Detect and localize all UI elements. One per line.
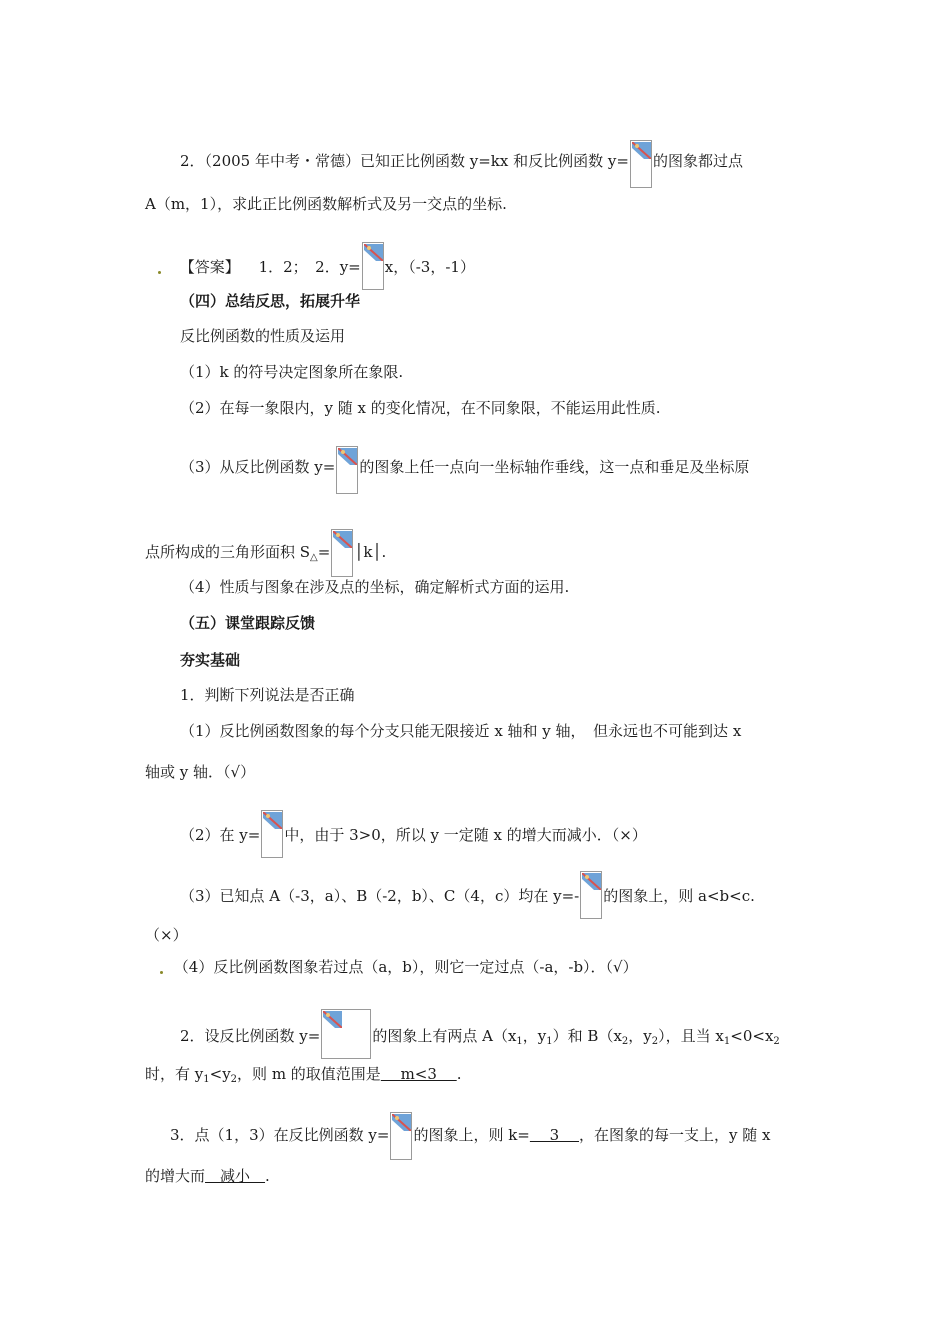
- q2-line2: A（m，1），求此正比例函数解析式及另一交点的坐标.: [145, 195, 507, 213]
- broken-image-icon: [390, 1112, 412, 1160]
- q2-text-before: 2．（2005 年中考・常德）已知正比例函数 y=kx 和反比例函数 y=: [180, 152, 629, 170]
- q2-line1: [180, 140, 743, 188]
- q3-l2a: 的增大而: [145, 1167, 206, 1185]
- section5-heading: （五）课堂跟踪反馈: [180, 614, 316, 632]
- answer-blank-k: 3: [529, 1126, 579, 1144]
- q2b-l2c: ，则 m 的取值范围是: [237, 1065, 381, 1083]
- mark-dot: [158, 271, 161, 274]
- section4-heading: （四）总结反思，拓展升华: [180, 292, 361, 310]
- q2-text-after: 的图象都过点: [652, 152, 743, 170]
- p3-line2-before: 点所构成的三角形面积 S: [145, 543, 311, 561]
- broken-image-icon: [362, 242, 384, 290]
- q2b-c5: <0<x: [730, 1027, 774, 1045]
- sub-4: 2: [651, 1036, 659, 1047]
- answer-blank-m: m<3: [380, 1065, 457, 1083]
- q2b-c4: ），且当 x: [658, 1027, 724, 1045]
- s5-q1: 1．判断下列说法是否正确: [180, 686, 355, 704]
- q3-l2end: .: [265, 1167, 270, 1185]
- q2b-c1: ，y: [522, 1027, 547, 1045]
- section4-p3-line1: [180, 446, 749, 494]
- s5-q1-1-line1: （1）反比例函数图象的每个分支只能无限接近 x 轴和 y 轴， 但永远也不可能到达 x: [180, 722, 742, 740]
- section5-subheading: 夯实基础: [180, 651, 241, 669]
- s5-q1-1-line2: 轴或 y 轴．（√）: [145, 763, 256, 781]
- q2b-before: 2．设反比例函数 y=: [180, 1027, 321, 1045]
- q1-3-after: 的图象上，则 a<b<c.: [603, 887, 755, 905]
- sub-5: 1: [723, 1036, 731, 1047]
- q2b-mid: 的图象上有两点 A（x: [372, 1027, 517, 1045]
- section4-p2: （2）在每一象限内，y 随 x 的变化情况，在不同象限，不能运用此性质.: [180, 399, 661, 417]
- q3-mid: 的图象上，则 k=: [413, 1126, 530, 1144]
- broken-image-icon: [331, 529, 353, 577]
- sub-2: 1: [546, 1036, 553, 1047]
- s5-q1-3-line2: （×）: [145, 926, 188, 944]
- section4-p3-line2: [145, 529, 386, 577]
- p3-before: （3）从反比例函数 y=: [180, 458, 336, 476]
- q1-3-before: （3）已知点 A（-3，a）、B（-2，b）、C（4，c）均在 y=-: [180, 887, 580, 905]
- p3-equals: =: [317, 543, 331, 561]
- broken-image-icon: [580, 871, 602, 919]
- s5-q3-line1: [170, 1112, 770, 1160]
- broken-image-icon: [321, 1009, 371, 1059]
- s5-q3-line2: [145, 1166, 270, 1186]
- sub-3: 2: [621, 1036, 629, 1047]
- q2b-c3: ，y: [628, 1027, 652, 1045]
- broken-image-icon: [336, 446, 358, 494]
- answer-text2: x，（-3，-1）: [384, 258, 475, 276]
- q2b-l2a: 时，有 y: [145, 1065, 204, 1083]
- answer-line: [158, 242, 475, 290]
- q1-4-text: （4）反比例函数图象若过点（a，b），则它一定过点（-a，-b）．（√）: [173, 958, 638, 976]
- answer-label: 【答案】: [179, 258, 240, 276]
- s5-q1-3-line1: [180, 871, 755, 919]
- sub-6: 2: [773, 1036, 780, 1047]
- sub-y2: 2: [230, 1074, 238, 1085]
- q3-after: ，在图象的每一支上，y 随 x: [578, 1126, 771, 1144]
- s5-q1-4: [160, 957, 638, 977]
- answer-text1: 1．2； 2．y=: [258, 258, 361, 276]
- s5-q2-line1: [180, 1009, 780, 1059]
- section4-intro: 反比例函数的性质及运用: [180, 327, 346, 345]
- q3-before: 3．点（1，3）在反比例函数 y=: [170, 1126, 390, 1144]
- s5-q1-2: [180, 810, 647, 858]
- triangle-subscript: △: [310, 552, 318, 563]
- section4-p1: （1）k 的符号决定图象所在象限.: [180, 363, 404, 381]
- broken-image-icon: [261, 810, 283, 858]
- sub-y1: 1: [203, 1074, 210, 1085]
- answer-blank-decrease: 减小: [205, 1167, 266, 1185]
- q2b-c2: ）和 B（x: [552, 1027, 622, 1045]
- q2b-end: .: [456, 1065, 462, 1083]
- q1-2-after: 中，由于 3>0，所以 y 一定随 x 的增大而减小．（×）: [284, 826, 647, 844]
- p3-after: 的图象上任一点向一坐标轴作垂线，这一点和垂足及坐标原: [359, 458, 750, 476]
- broken-image-icon: [630, 140, 652, 188]
- mark-dot: [160, 971, 163, 974]
- q1-2-before: （2）在 y=: [180, 826, 261, 844]
- section4-p4: （4）性质与图象在涉及点的坐标，确定解析式方面的运用.: [180, 578, 570, 596]
- p3-line2-after: │k│.: [354, 543, 387, 561]
- s5-q2-line2: [145, 1064, 461, 1090]
- sub-1: 1: [516, 1036, 523, 1047]
- q2b-l2b: <y: [209, 1065, 231, 1083]
